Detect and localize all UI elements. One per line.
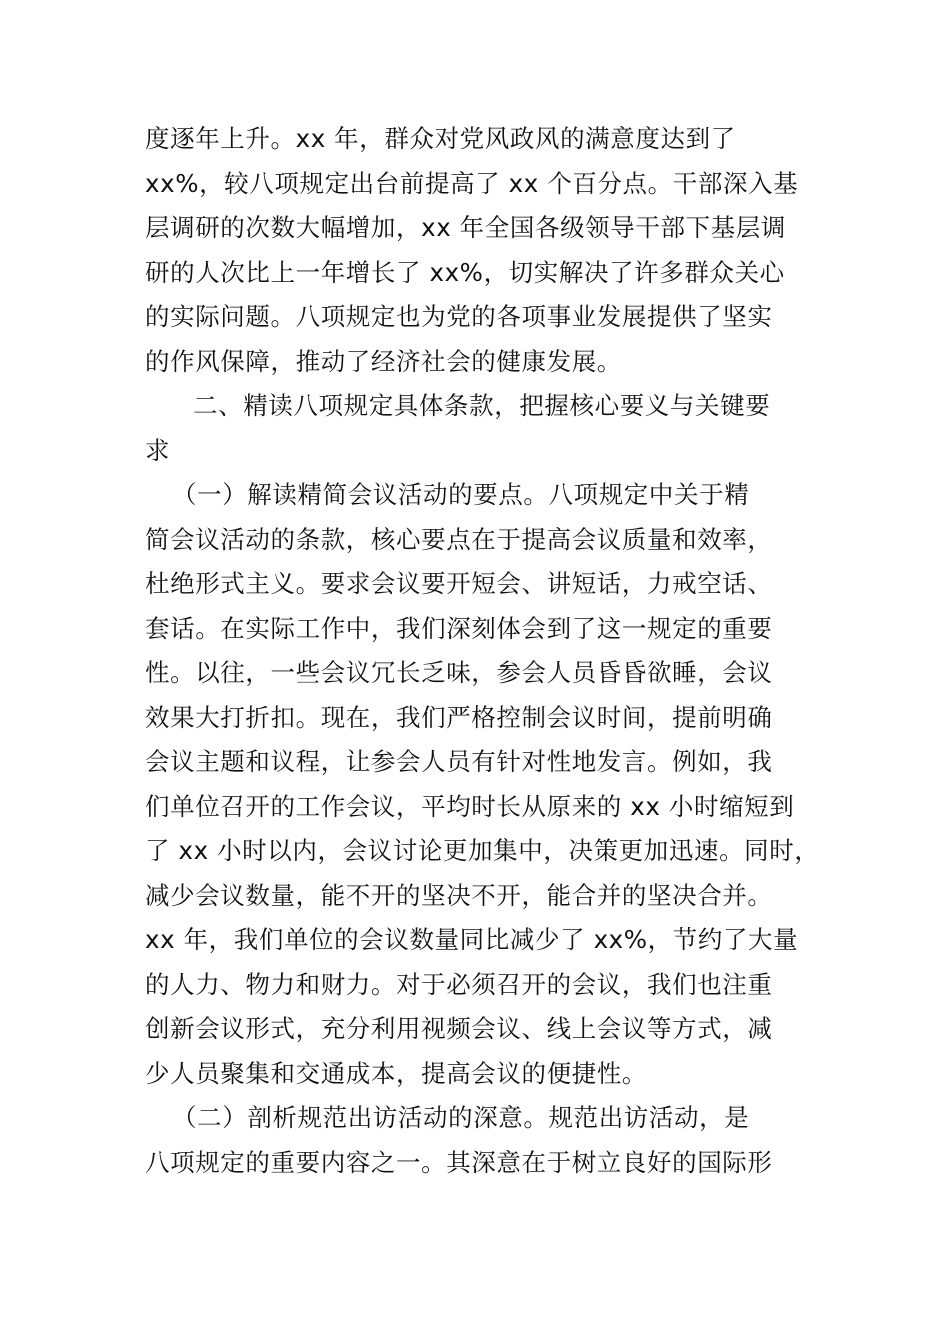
text-line: 的实际问题。八项规定也为党的各项事业发展提供了坚实 [145,302,773,331]
text-line: 的作风保障，推动了经济社会的健康发展。 [145,347,622,376]
section-heading-continued: 求 [145,436,171,465]
text-line: 度逐年上升。xx 年，群众对党风政风的满意度达到了 [145,124,736,153]
text-line: 的人力、物力和财力。对于必须召开的会议，我们也注重 [145,970,773,999]
text-line: 效果大打折扣。现在，我们严格控制会议时间，提前明确 [145,703,773,732]
text-line: 少人员聚集和交通成本，提高会议的便捷性。 [145,1059,647,1088]
text-line: 研的人次比上一年增长了 xx%，切实解决了许多群众关心 [145,258,785,287]
text-line: 减少会议数量，能不开的坚决不开，能合并的坚决合并。 [145,881,773,910]
subsection-heading: （二）剖析规范出访活动的深意。规范出访活动，是 [172,1103,750,1132]
text-line: xx%，较八项规定出台前提高了 xx 个百分点。干部深入基 [145,169,799,198]
text-line: 层调研的次数大幅增加，xx 年全国各级领导干部下基层调 [145,213,786,242]
text-line: 们单位召开的工作会议，平均时长从原来的 xx 小时缩短到 [145,792,795,821]
text-line: 套话。在实际工作中，我们深刻体会到了这一规定的重要 [145,614,773,643]
text-line: 了 xx 小时以内，会议讨论更加集中，决策更加迅速。同时， [145,836,820,865]
subsection-heading: （一）解读精简会议活动的要点。八项规定中关于精 [172,480,750,509]
text-line: 创新会议形式，充分利用视频会议、线上会议等方式，减 [145,1014,773,1043]
text-line: xx 年，我们单位的会议数量同比减少了 xx%，节约了大量 [145,925,799,954]
text-line: 八项规定的重要内容之一。其深意在于树立良好的国际形 [145,1148,773,1177]
text-line: 会议主题和议程，让参会人员有针对性地发言。例如，我 [145,747,773,776]
text-line: 杜绝形式主义。要求会议要开短会、讲短话，力戒空话、 [145,569,773,598]
text-line: 性。以往，一些会议冗长乏味，参会人员昏昏欲睡，会议 [145,658,773,687]
section-heading: 二、精读八项规定具体条款，把握核心要义与关键要 [193,391,771,420]
text-line: 简会议活动的条款，核心要点在于提高会议质量和效率， [145,525,773,554]
